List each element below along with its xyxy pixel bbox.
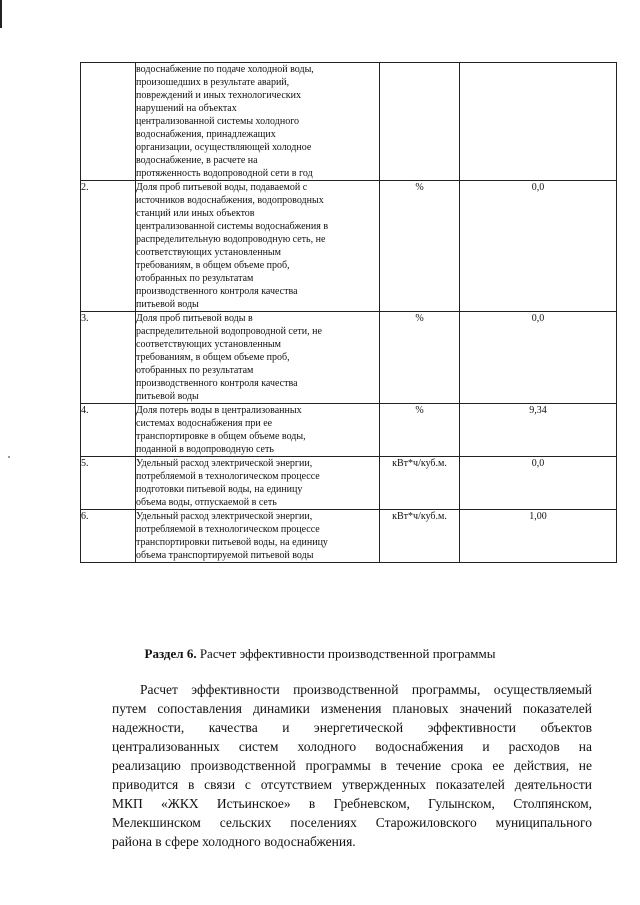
unit-of-measure: % — [380, 181, 460, 312]
section-title: Расчет эффективности производственной программы — [199, 646, 496, 661]
indicator-name-line: питьевой воды — [136, 391, 199, 402]
indicator-value — [460, 63, 617, 181]
indicator-name-line: Доля проб питьевой воды, подаваемой с — [136, 182, 308, 193]
row-number — [81, 63, 136, 181]
section-label: Раздел 6. — [144, 646, 197, 661]
indicator-name-line: потребляемой в технологическом процессе — [136, 524, 320, 535]
indicator-name-line: источников водоснабжения, водопроводных — [136, 195, 324, 206]
paragraph-line: Расчет эффективности производственной программы, осуществляемый — [140, 682, 592, 697]
indicator-value: 9,34 — [460, 404, 617, 457]
indicator-name-line: централизованной системы холодного — [136, 116, 300, 127]
indicator-name — [136, 457, 380, 510]
paragraph-line: реализацию производственной программы в течение срока ее действия, не — [112, 758, 592, 773]
indicator-name-line: водоснабжение, в расчете на — [136, 155, 258, 166]
paragraph-line: района в сфере холодного водоснабжения. — [112, 834, 356, 849]
indicator-value: 0,0 — [460, 312, 617, 404]
indicator-name-line: водоснабжение по подаче холодной воды, — [136, 64, 314, 75]
indicator-name-line: объема воды, отпускаемой в сеть — [136, 497, 277, 508]
indicator-name-line: распределительную водопроводную сеть, не — [136, 234, 326, 245]
indicator-name-line: нарушений на объектах — [136, 103, 237, 114]
indicator-name-line: поданной в водопроводную сеть — [136, 444, 274, 455]
indicator-name-line: отобранных по результатам — [136, 365, 254, 376]
unit-of-measure: кВт*ч/куб.м. — [380, 457, 460, 510]
row-number: 4. — [81, 404, 136, 457]
indicator-name-line: централизованной системы водоснабжения в — [136, 221, 329, 232]
indicator-name — [136, 510, 380, 563]
table-row — [81, 63, 617, 181]
indicators-table — [80, 62, 617, 563]
indicator-name-line: соответствующих установленным — [136, 339, 281, 350]
indicator-name — [136, 63, 380, 181]
indicator-name-line: произошедших в результате аварий, — [136, 77, 290, 88]
indicator-name-line: транспортировке в общем объеме воды, — [136, 431, 306, 442]
indicator-name-line: станций или иных объектов — [136, 208, 255, 219]
indicator-name-line: соответствующих установленным — [136, 247, 281, 258]
table-row — [81, 404, 617, 457]
table-row — [81, 457, 617, 510]
indicator-name-line: производственного контроля качества — [136, 286, 298, 297]
indicator-name-line: системах водоснабжения при ее — [136, 418, 273, 429]
table-row — [81, 181, 617, 312]
indicator-name — [136, 181, 380, 312]
indicator-name-line: Доля проб питьевой воды в — [136, 313, 253, 324]
scan-speck — [8, 456, 10, 458]
row-number: 5. — [81, 457, 136, 510]
unit-of-measure: % — [380, 312, 460, 404]
table-row — [81, 510, 617, 563]
indicator-name-line: организации, осуществляющей холодное — [136, 142, 312, 153]
indicator-value: 0,0 — [460, 181, 617, 312]
indicator-name — [136, 312, 380, 404]
indicator-value: 1,00 — [460, 510, 617, 563]
indicator-name-line: Удельный расход электрической энергии, — [136, 458, 313, 469]
page-edge-mark — [0, 0, 2, 28]
indicator-name-line: отобранных по результатам — [136, 273, 254, 284]
indicator-name-line: Доля потерь воды в централизованных — [136, 405, 302, 416]
indicator-value: 0,0 — [460, 457, 617, 510]
indicator-name-line: водоснабжения, принадлежащих — [136, 129, 276, 140]
section-heading — [0, 645, 640, 663]
indicator-name-line: повреждений и иных технологических — [136, 90, 301, 101]
table-row — [81, 312, 617, 404]
indicator-name-line: питьевой воды — [136, 299, 199, 310]
indicator-name — [136, 404, 380, 457]
indicator-name-line: распределительной водопроводной сети, не — [136, 326, 322, 337]
indicator-name-line: требованиям, в общем объеме проб, — [136, 260, 290, 271]
paragraph-line: МКП «ЖКХ Истьинское» в Гребневском, Гулынском, Столпянском, — [112, 796, 592, 811]
paragraph-line: путем сопоставления динамики изменения плановых значений показателей — [112, 701, 592, 716]
paragraph-line: надежности, качества и энергетической эффективности объектов — [112, 720, 592, 735]
indicator-name-line: подготовки питьевой воды, на единицу — [136, 484, 303, 495]
indicator-name-line: потребляемой в технологическом процессе — [136, 471, 320, 482]
indicator-name-line: Удельный расход электрической энергии, — [136, 511, 313, 522]
unit-of-measure: кВт*ч/куб.м. — [380, 510, 460, 563]
body-paragraph — [112, 680, 592, 851]
row-number: 2. — [81, 181, 136, 312]
indicator-name-line: объема транспортируемой питьевой воды — [136, 550, 314, 561]
unit-of-measure — [380, 63, 460, 181]
indicators-table-body — [81, 63, 617, 563]
row-number: 6. — [81, 510, 136, 563]
indicator-name-line: транспортировки питьевой воды, на единицу — [136, 537, 328, 548]
unit-of-measure: % — [380, 404, 460, 457]
indicator-name-line: производственного контроля качества — [136, 378, 298, 389]
indicator-name-line: требованиям, в общем объеме проб, — [136, 352, 290, 363]
paragraph-line: централизованных систем холодного водоснабжения и расходов на — [112, 739, 592, 754]
paragraph-line: Мелекшинском сельских поселениях Старожиловского муниципального — [112, 815, 592, 830]
paragraph-line: приводится в связи с отсутствием утвержденных показателей деятельности — [112, 777, 592, 792]
indicator-name-line: протяженность водопроводной сети в год — [136, 168, 313, 179]
row-number: 3. — [81, 312, 136, 404]
